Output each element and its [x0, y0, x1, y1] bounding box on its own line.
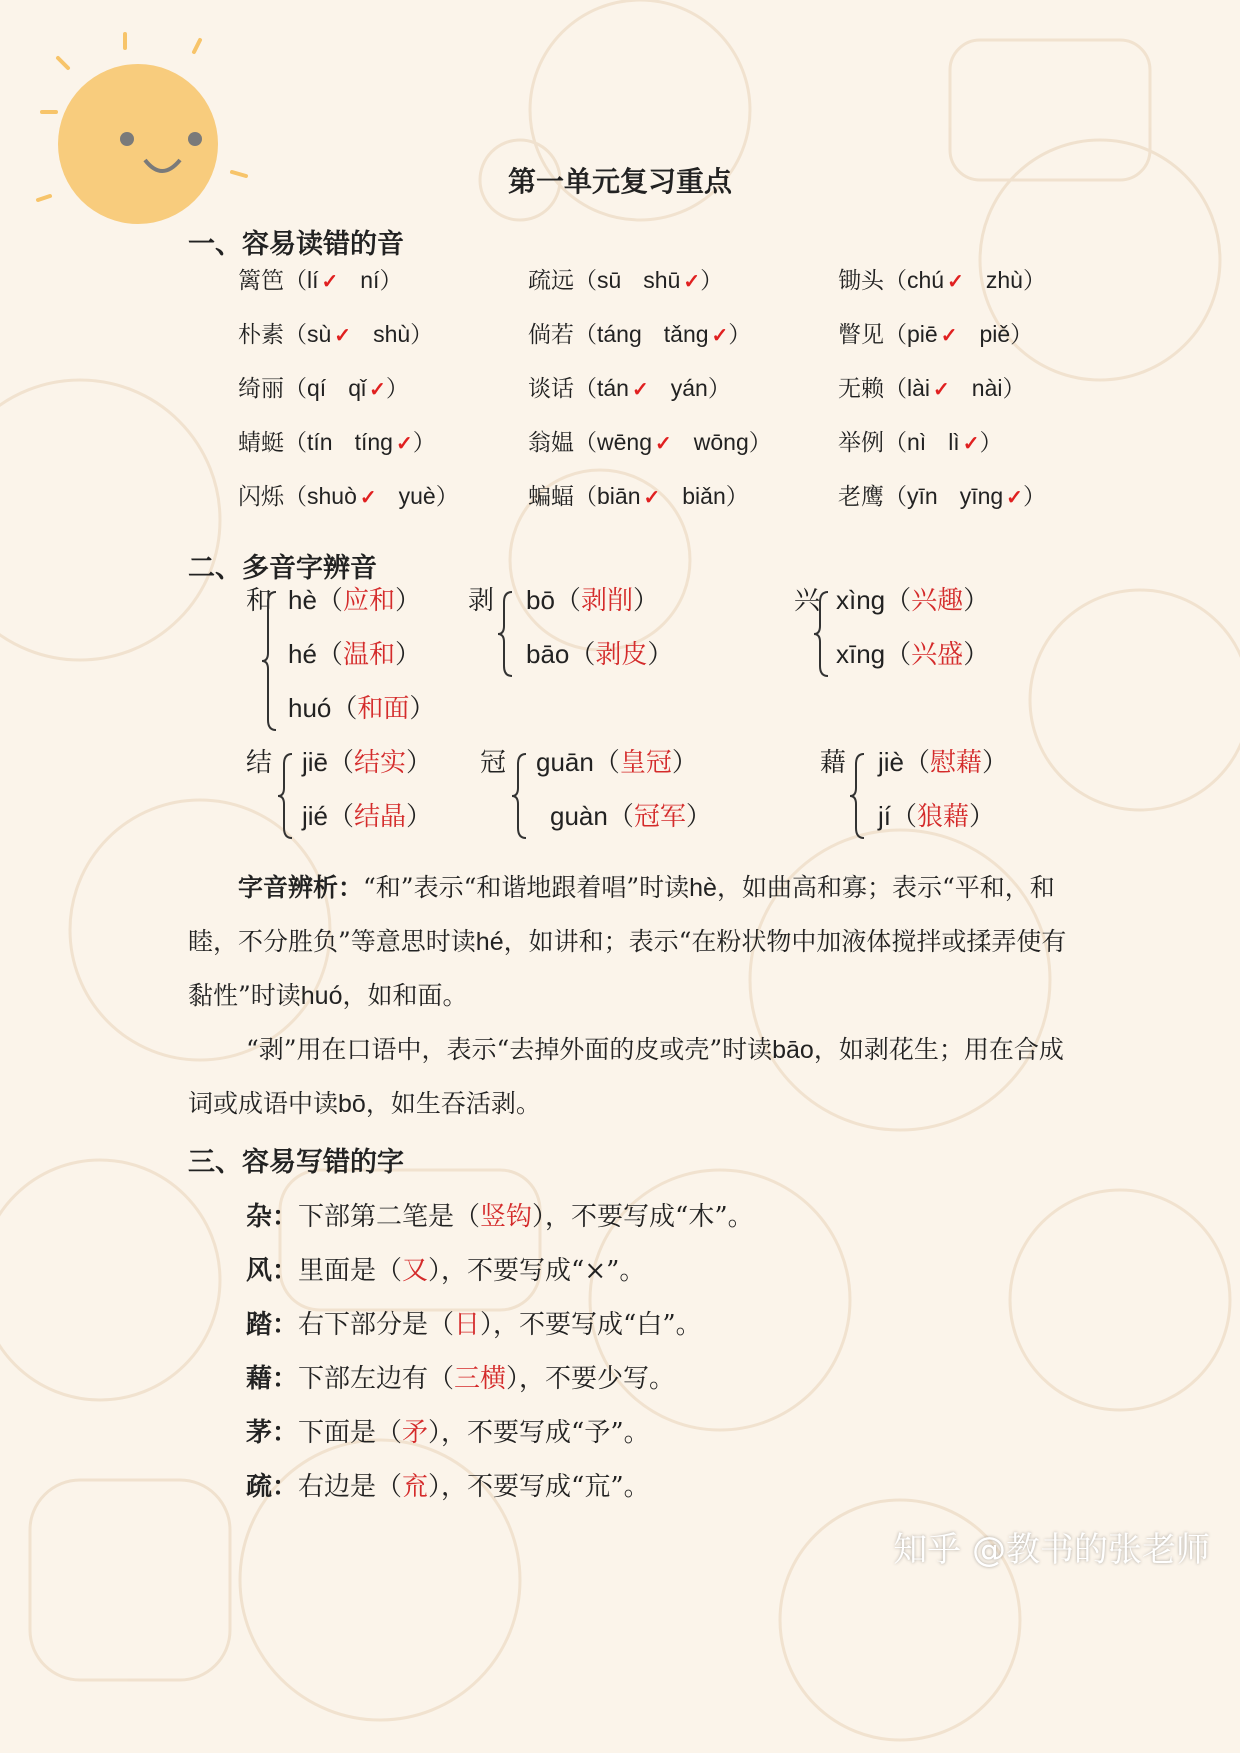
polyphone-char: 结	[246, 748, 273, 778]
section-heading-mispronounced: 一、容易读错的音	[188, 229, 404, 260]
polyphone-reading	[302, 796, 432, 833]
paren-open: （	[284, 484, 307, 510]
pinyin-option	[597, 375, 649, 402]
reading-pinyin: jí	[878, 801, 891, 831]
check-icon: ✓	[631, 377, 649, 401]
paren-close: ）	[394, 586, 421, 616]
section-heading-polyphones: 二、多音字辨音	[188, 553, 377, 584]
pinyin-text: qí	[307, 375, 327, 401]
example-word: 结实	[354, 748, 407, 778]
brace-icon	[510, 752, 532, 840]
check-icon: ✓	[369, 377, 386, 401]
pinyin-text: yuè	[398, 483, 436, 509]
pinyin-text: yīn	[907, 483, 938, 509]
polyphone-char: 藉	[820, 748, 847, 778]
pinyin-text: wēng	[597, 429, 652, 455]
pinyin-text: qǐ	[348, 375, 367, 401]
paren-close: ）	[647, 640, 674, 670]
paren-close: ）	[1022, 268, 1046, 294]
pronunciation-word: 闪烁	[238, 484, 284, 510]
paren-open: （	[316, 586, 343, 616]
example-word: 温和	[342, 640, 395, 670]
pinyin-option	[694, 429, 749, 456]
pinyin-option	[972, 375, 1003, 402]
paren-open: （	[884, 430, 907, 456]
paren-close: ）	[379, 268, 403, 294]
pronunciation-item	[238, 262, 402, 295]
miswritten-text: 右下部分是（	[298, 1310, 455, 1340]
paren-open: （	[331, 694, 358, 724]
pinyin-text: piě	[979, 321, 1011, 347]
example-word: 冠军	[633, 802, 686, 832]
polyphone-reading	[288, 688, 435, 725]
pinyin-option	[307, 429, 333, 456]
miswritten-item	[246, 1358, 675, 1395]
analysis-text: ，如和面。	[342, 981, 468, 1010]
paren-open: （	[569, 640, 596, 670]
reading-pinyin: huó	[288, 693, 332, 723]
pinyin-option	[907, 375, 950, 402]
example-word: 狼藉	[917, 802, 970, 832]
paren-open: （	[574, 484, 597, 510]
pronunciation-item	[528, 478, 749, 511]
paren-open: （	[316, 640, 343, 670]
miswritten-item	[246, 1304, 702, 1341]
paren-close: ）	[685, 802, 712, 832]
pinyin-text: nài	[971, 375, 1003, 401]
paren-close: ）	[982, 748, 1009, 778]
pinyin-option	[355, 429, 413, 456]
miswritten-char: 杂：	[246, 1202, 299, 1232]
paren-open: （	[885, 640, 912, 670]
pronunciation-item	[838, 370, 1025, 403]
pinyin-text: táng	[597, 321, 642, 347]
pinyin-text: tíng	[354, 429, 393, 455]
analysis-text: ，如生吞活剥。	[365, 1089, 541, 1118]
analysis-text: “剥”用在口语中，表示“去掉外面的皮或壳”时读	[246, 1035, 773, 1064]
example-word: 兴盛	[911, 640, 964, 670]
polyphone-reading	[288, 634, 421, 671]
check-icon: ✓	[321, 269, 339, 293]
pronunciation-item	[528, 316, 751, 349]
pinyin-option	[597, 321, 642, 348]
pinyin-text: zhù	[985, 267, 1023, 293]
pinyin-option	[682, 483, 725, 510]
reading-pinyin: hé	[288, 639, 317, 669]
paren-close: ）	[969, 802, 996, 832]
paren-open: （	[554, 586, 581, 616]
pronunciation-word: 无赖	[838, 376, 884, 402]
paren-close: ）	[1002, 376, 1026, 402]
paren-close: ）	[1010, 322, 1034, 348]
brace-icon	[496, 590, 518, 678]
miswritten-item	[246, 1412, 650, 1449]
paren-close: ）	[1022, 484, 1046, 510]
pinyin-text: yīng	[959, 483, 1004, 509]
reading-pinyin: bāo	[526, 639, 570, 669]
miswritten-text: ），不要写成“×”。	[428, 1256, 646, 1286]
pronunciation-item	[838, 478, 1046, 511]
pronunciation-word: 绮丽	[238, 376, 284, 402]
analysis-pinyin: hé	[475, 928, 504, 956]
check-icon: ✓	[359, 485, 377, 509]
pinyin-option	[307, 321, 351, 348]
miswritten-answer: 㐬	[402, 1472, 429, 1502]
miswritten-text: 里面是（	[298, 1256, 403, 1286]
miswritten-text: 下部第二笔是（	[298, 1202, 481, 1232]
paren-open: （	[885, 586, 912, 616]
pronunciation-word: 蜻蜓	[238, 430, 284, 456]
paren-open: （	[284, 268, 307, 294]
polyphone-char: 兴	[794, 586, 821, 616]
paren-close: ）	[394, 640, 421, 670]
reading-pinyin: jiē	[302, 747, 329, 777]
paren-open: （	[574, 376, 597, 402]
pinyin-text: biǎn	[682, 483, 726, 509]
pinyin-option	[907, 483, 938, 510]
check-icon: ✓	[940, 323, 958, 347]
paren-close: ）	[435, 484, 459, 510]
pronunciation-word: 倘若	[528, 322, 574, 348]
pinyin-option	[671, 375, 708, 402]
pinyin-option	[948, 429, 979, 456]
polyphone-reading	[836, 580, 989, 617]
check-icon: ✓	[1006, 485, 1023, 509]
check-icon: ✓	[711, 323, 729, 347]
reading-pinyin: guān	[536, 747, 594, 777]
miswritten-answer: 日	[454, 1310, 481, 1340]
miswritten-answer: 又	[402, 1256, 429, 1286]
pronunciation-item	[838, 424, 1002, 457]
paren-open: （	[284, 322, 307, 348]
polyphone-reading	[550, 796, 712, 833]
pinyin-option	[643, 267, 700, 294]
analysis-paragraph-2	[188, 1023, 1068, 1131]
paren-open: （	[328, 748, 355, 778]
reading-pinyin: bō	[526, 585, 555, 615]
analysis-paragraph-1	[188, 861, 1068, 1023]
miswritten-text: ），不要写成“白”。	[480, 1310, 702, 1340]
pinyin-option	[597, 267, 621, 294]
pronunciation-word: 翁媪	[528, 430, 574, 456]
miswritten-text: 下部左边有（	[298, 1364, 455, 1394]
polyphone-char: 冠	[480, 748, 507, 778]
pinyin-text: lì	[948, 429, 960, 455]
pinyin-text: lí	[307, 267, 319, 293]
pronunciation-item	[238, 478, 459, 511]
paren-close: ）	[979, 430, 1003, 456]
analysis-label: 字音辨析：	[238, 873, 364, 902]
pinyin-text: tǎng	[663, 321, 709, 347]
page-title: 第一单元复习重点	[507, 165, 732, 198]
paren-close: ）	[632, 586, 659, 616]
polyphone-reading	[526, 634, 673, 671]
miswritten-item	[246, 1196, 754, 1233]
paren-close: ）	[409, 694, 436, 724]
miswritten-item	[246, 1250, 645, 1287]
example-word: 和面	[357, 694, 410, 724]
check-icon: ✓	[654, 431, 672, 455]
analysis-pinyin: huó	[300, 982, 343, 1010]
miswritten-char: 藉：	[246, 1364, 299, 1394]
example-word: 慰藉	[930, 748, 983, 778]
miswritten-answer: 三横	[454, 1364, 507, 1394]
reading-pinyin: jiè	[878, 747, 905, 777]
analysis-pinyin: hè	[689, 874, 717, 902]
paren-close: ）	[700, 268, 724, 294]
polyphone-reading	[302, 742, 432, 779]
brace-icon	[848, 752, 870, 840]
reading-pinyin: xīng	[836, 639, 886, 669]
pronunciation-word: 蝙蝠	[528, 484, 574, 510]
check-icon: ✓	[683, 269, 701, 293]
analysis-text: “和”表示“和谐地跟着唱”时读	[363, 873, 690, 902]
miswritten-answer: 竖钩	[480, 1202, 533, 1232]
paren-close: ）	[406, 802, 433, 832]
example-word: 结晶	[354, 802, 407, 832]
section-heading-miswritten: 三、容易写错的字	[188, 1147, 404, 1178]
pinyin-text: yán	[670, 375, 708, 401]
pinyin-text: sù	[307, 321, 332, 347]
polyphone-reading	[878, 742, 1008, 779]
paren-close: ）	[412, 430, 436, 456]
paren-open: （	[593, 748, 620, 778]
pronunciation-word: 谈话	[528, 376, 574, 402]
pinyin-option	[360, 267, 379, 294]
pinyin-option	[307, 483, 377, 510]
paren-close: ）	[728, 322, 752, 348]
pronunciation-word: 瞥见	[838, 322, 884, 348]
polyphone-char: 剥	[468, 586, 495, 616]
pronunciation-word: 老鹰	[838, 484, 884, 510]
miswritten-text: ），不要少写。	[506, 1364, 676, 1394]
analysis-pinyin: bāo	[772, 1036, 814, 1064]
pinyin-option	[664, 321, 729, 348]
paren-open: （	[607, 802, 634, 832]
pinyin-option	[348, 375, 386, 402]
pinyin-text: shū	[643, 267, 681, 293]
paren-open: （	[284, 376, 307, 402]
example-word: 兴趣	[911, 586, 964, 616]
paren-open: （	[884, 376, 907, 402]
pinyin-option	[907, 321, 957, 348]
pronunciation-word: 疏远	[528, 268, 574, 294]
pronunciation-item	[528, 262, 723, 295]
example-word: 剥削	[580, 586, 633, 616]
pronunciation-item	[238, 424, 436, 457]
pronunciation-item	[528, 370, 731, 403]
pinyin-text: shuò	[307, 483, 357, 509]
check-icon: ✓	[933, 377, 950, 401]
polyphone-reading	[878, 796, 995, 833]
pinyin-option	[907, 267, 964, 294]
check-icon: ✓	[334, 323, 352, 347]
check-icon: ✓	[962, 431, 980, 455]
pinyin-option	[907, 429, 926, 456]
paren-close: ）	[410, 322, 434, 348]
pinyin-option	[979, 321, 1010, 348]
paren-close: ）	[707, 376, 731, 402]
analysis-text: ，如讲和；表示“在粉状物中加液体搅拌或揉弄使有黏性”时读	[188, 927, 1067, 1010]
paren-close: ）	[671, 748, 698, 778]
analysis-text: ，如剥花生；用在合成词或成语中读	[188, 1035, 1064, 1118]
pronunciation-word: 篱笆	[238, 268, 284, 294]
pinyin-option	[373, 321, 410, 348]
miswritten-text: ），不要写成“予”。	[428, 1418, 650, 1448]
paren-open: （	[884, 322, 907, 348]
miswritten-char: 疏：	[246, 1472, 299, 1502]
paren-close: ）	[385, 376, 409, 402]
miswritten-item	[246, 1466, 650, 1503]
pronunciation-item	[528, 424, 772, 457]
pronunciation-item	[238, 370, 409, 403]
reading-pinyin: guàn	[550, 801, 608, 831]
example-word: 应和	[342, 586, 395, 616]
paren-open: （	[891, 802, 918, 832]
pinyin-text: piē	[907, 321, 938, 347]
pronunciation-word: 朴素	[238, 322, 284, 348]
paren-open: （	[574, 268, 597, 294]
paren-close: ）	[725, 484, 749, 510]
polyphone-reading	[536, 742, 698, 779]
pronunciation-word: 锄头	[838, 268, 884, 294]
paren-open: （	[884, 268, 907, 294]
pinyin-text: tín	[307, 429, 333, 455]
polyphone-char: 和	[246, 586, 273, 616]
paren-open: （	[884, 484, 907, 510]
pinyin-text: chú	[907, 267, 945, 293]
miswritten-answer: 矛	[402, 1418, 429, 1448]
watermark: 知乎 @教书的张老师	[893, 1530, 1210, 1570]
polyphone-reading	[836, 634, 989, 671]
pronunciation-item	[838, 262, 1046, 295]
paren-close: ）	[963, 640, 990, 670]
pinyin-text: shù	[373, 321, 411, 347]
check-icon: ✓	[947, 269, 964, 293]
pinyin-text: sū	[597, 267, 622, 293]
brace-icon	[276, 752, 298, 840]
paren-close: ）	[748, 430, 772, 456]
reading-pinyin: xìng	[836, 585, 886, 615]
paren-open: （	[574, 430, 597, 456]
miswritten-text: 下面是（	[298, 1418, 403, 1448]
miswritten-text: ），不要写成“巟”。	[428, 1472, 650, 1502]
pinyin-option	[986, 267, 1023, 294]
example-word: 剥皮	[595, 640, 648, 670]
pinyin-option	[307, 375, 326, 402]
pronunciation-item	[838, 316, 1033, 349]
pinyin-text: ní	[360, 267, 380, 293]
check-icon: ✓	[395, 431, 413, 455]
paren-close: ）	[406, 748, 433, 778]
paren-open: （	[284, 430, 307, 456]
polyphone-reading	[288, 580, 421, 617]
pinyin-text: biān	[597, 483, 641, 509]
pinyin-option	[597, 429, 672, 456]
pinyin-text: lài	[907, 375, 931, 401]
miswritten-text: 右边是（	[298, 1472, 403, 1502]
paren-close: ）	[963, 586, 990, 616]
miswritten-char: 风：	[246, 1256, 299, 1286]
miswritten-char: 踏：	[246, 1310, 299, 1340]
pinyin-text: nì	[907, 429, 927, 455]
paren-open: （	[904, 748, 931, 778]
analysis-text: ，如曲高和寡；表示“平和，和睦，不分胜负”等意思时读	[188, 873, 1055, 956]
paren-open: （	[328, 802, 355, 832]
brace-icon	[812, 590, 834, 678]
paren-open: （	[574, 322, 597, 348]
check-icon: ✓	[643, 485, 661, 509]
pinyin-text: tán	[597, 375, 629, 401]
miswritten-char: 茅：	[246, 1418, 299, 1448]
reading-pinyin: jié	[302, 801, 329, 831]
reading-pinyin: hè	[288, 585, 317, 615]
pinyin-option	[307, 267, 338, 294]
polyphone-reading	[526, 580, 659, 617]
pronunciation-item	[238, 316, 433, 349]
pinyin-option	[960, 483, 1023, 510]
analysis-pinyin: bō	[338, 1090, 366, 1118]
pronunciation-word: 举例	[838, 430, 884, 456]
pinyin-text: wōng	[693, 429, 749, 455]
pinyin-option	[399, 483, 436, 510]
miswritten-text: ），不要写成“木”。	[532, 1202, 754, 1232]
example-word: 皇冠	[619, 748, 672, 778]
pinyin-option	[597, 483, 660, 510]
brace-icon	[260, 590, 282, 732]
